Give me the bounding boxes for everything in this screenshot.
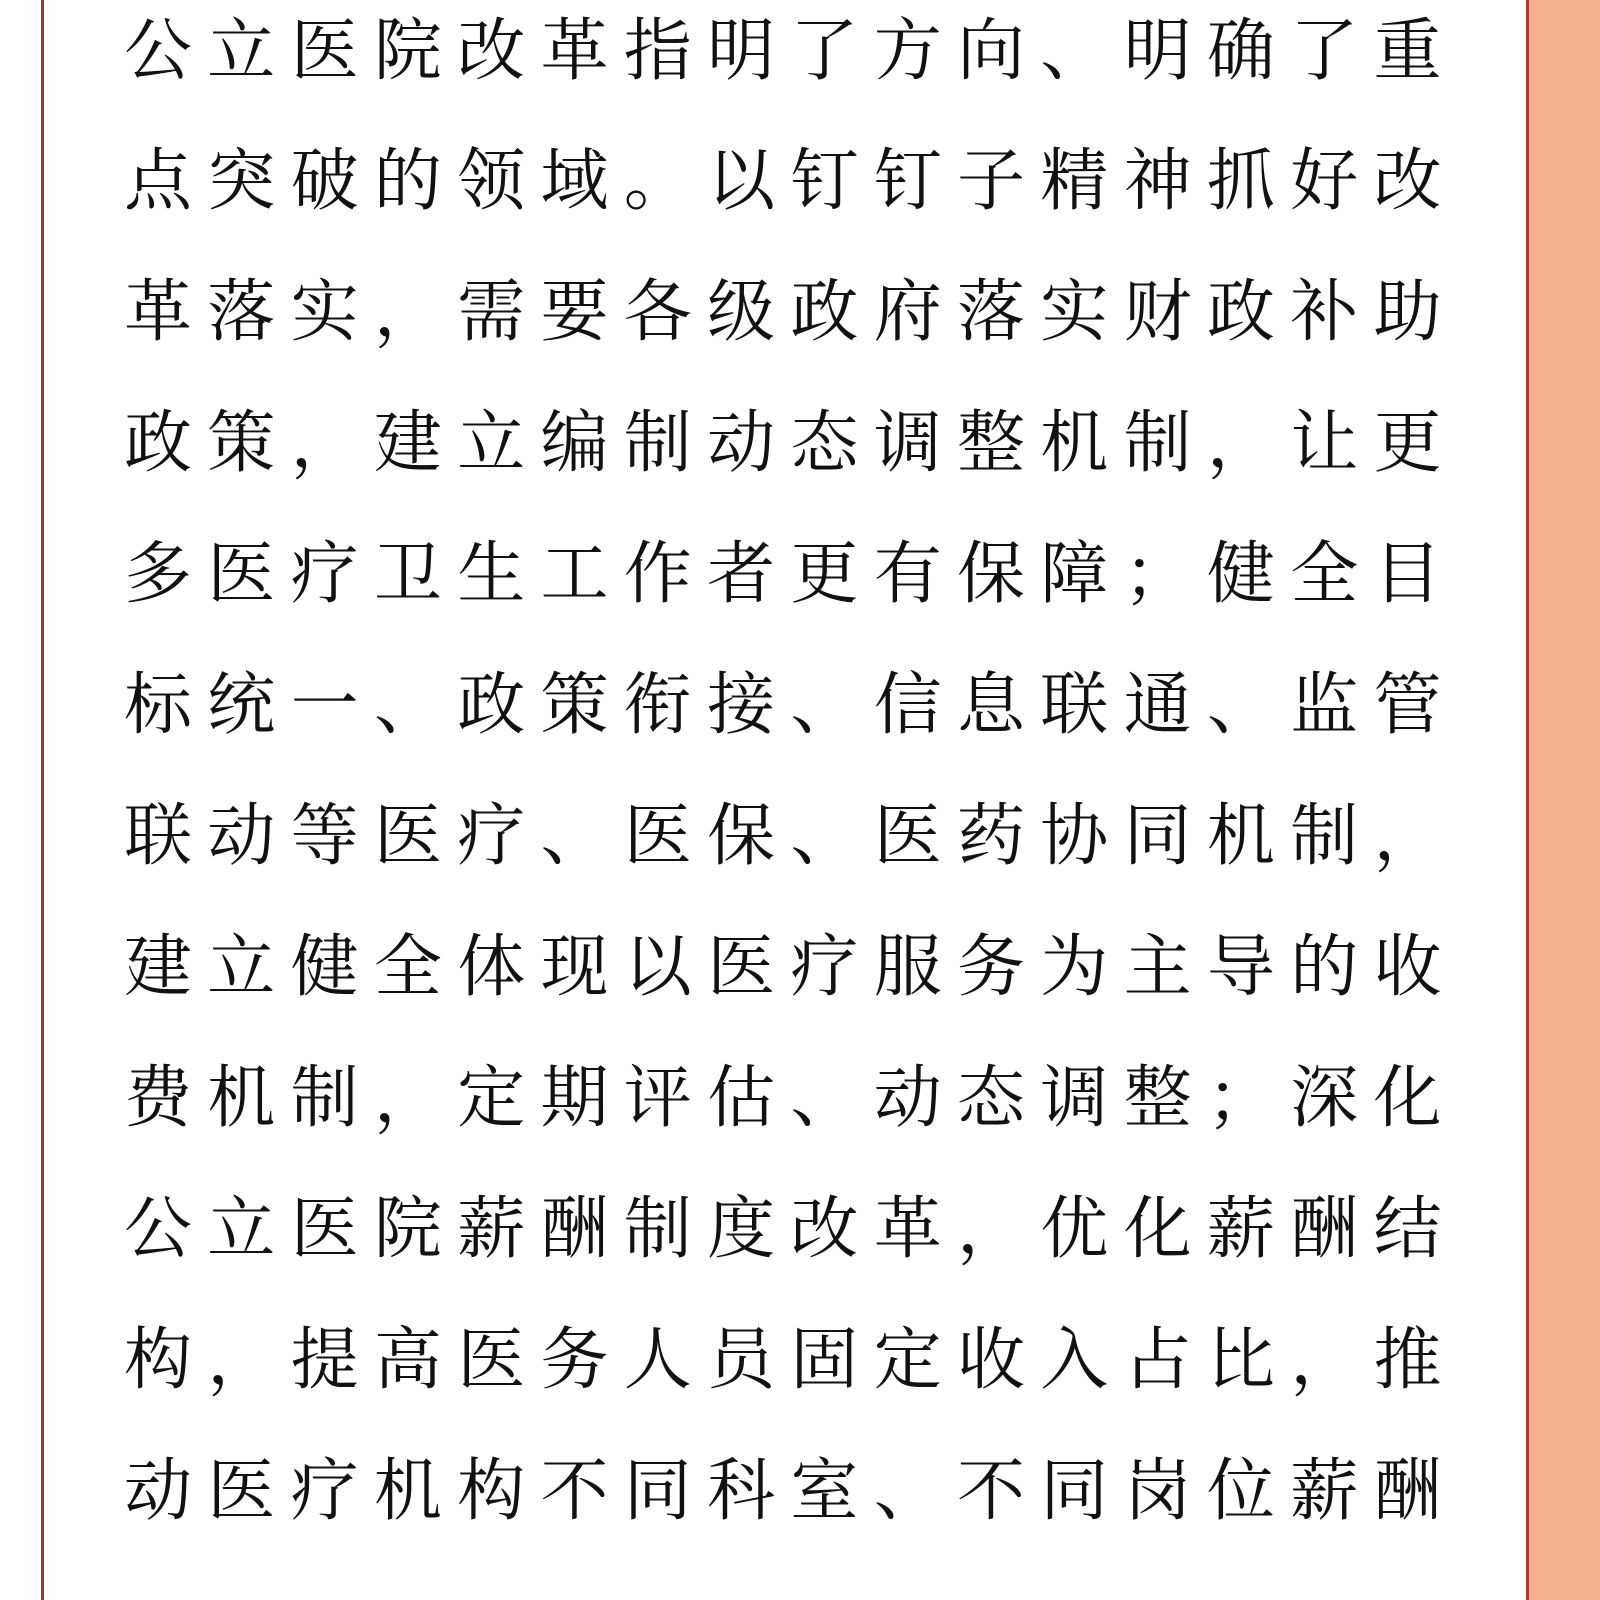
article-line: 公立医院薪酬制度改革，优化薪酬结: [124, 1190, 1457, 1269]
article-line: 建立健全体现以医疗服务为主导的收: [124, 928, 1457, 1007]
article-line: 公立医院改革指明了方向、明确了重: [124, 12, 1457, 91]
article-line: 标统一、政策衔接、信息联通、监管: [124, 666, 1457, 745]
article-line: 动医疗机构不同科室、不同岗位薪酬: [124, 1452, 1457, 1531]
article-line: 革落实，需要各级政府落实财政补助: [124, 273, 1457, 352]
article-line: 多医疗卫生工作者更有保障；健全目: [124, 535, 1457, 614]
article-line: 政策，建立编制动态调整机制，让更: [124, 404, 1457, 483]
article-line: 费机制，定期评估、动态调整；深化: [124, 1059, 1457, 1138]
article-line: 联动等医疗、医保、医药协同机制，: [124, 797, 1457, 876]
article-line: 构，提高医务人员固定收入占比，推: [124, 1321, 1457, 1400]
article-line: 点突破的领域。以钉钉子精神抓好改: [124, 142, 1457, 221]
